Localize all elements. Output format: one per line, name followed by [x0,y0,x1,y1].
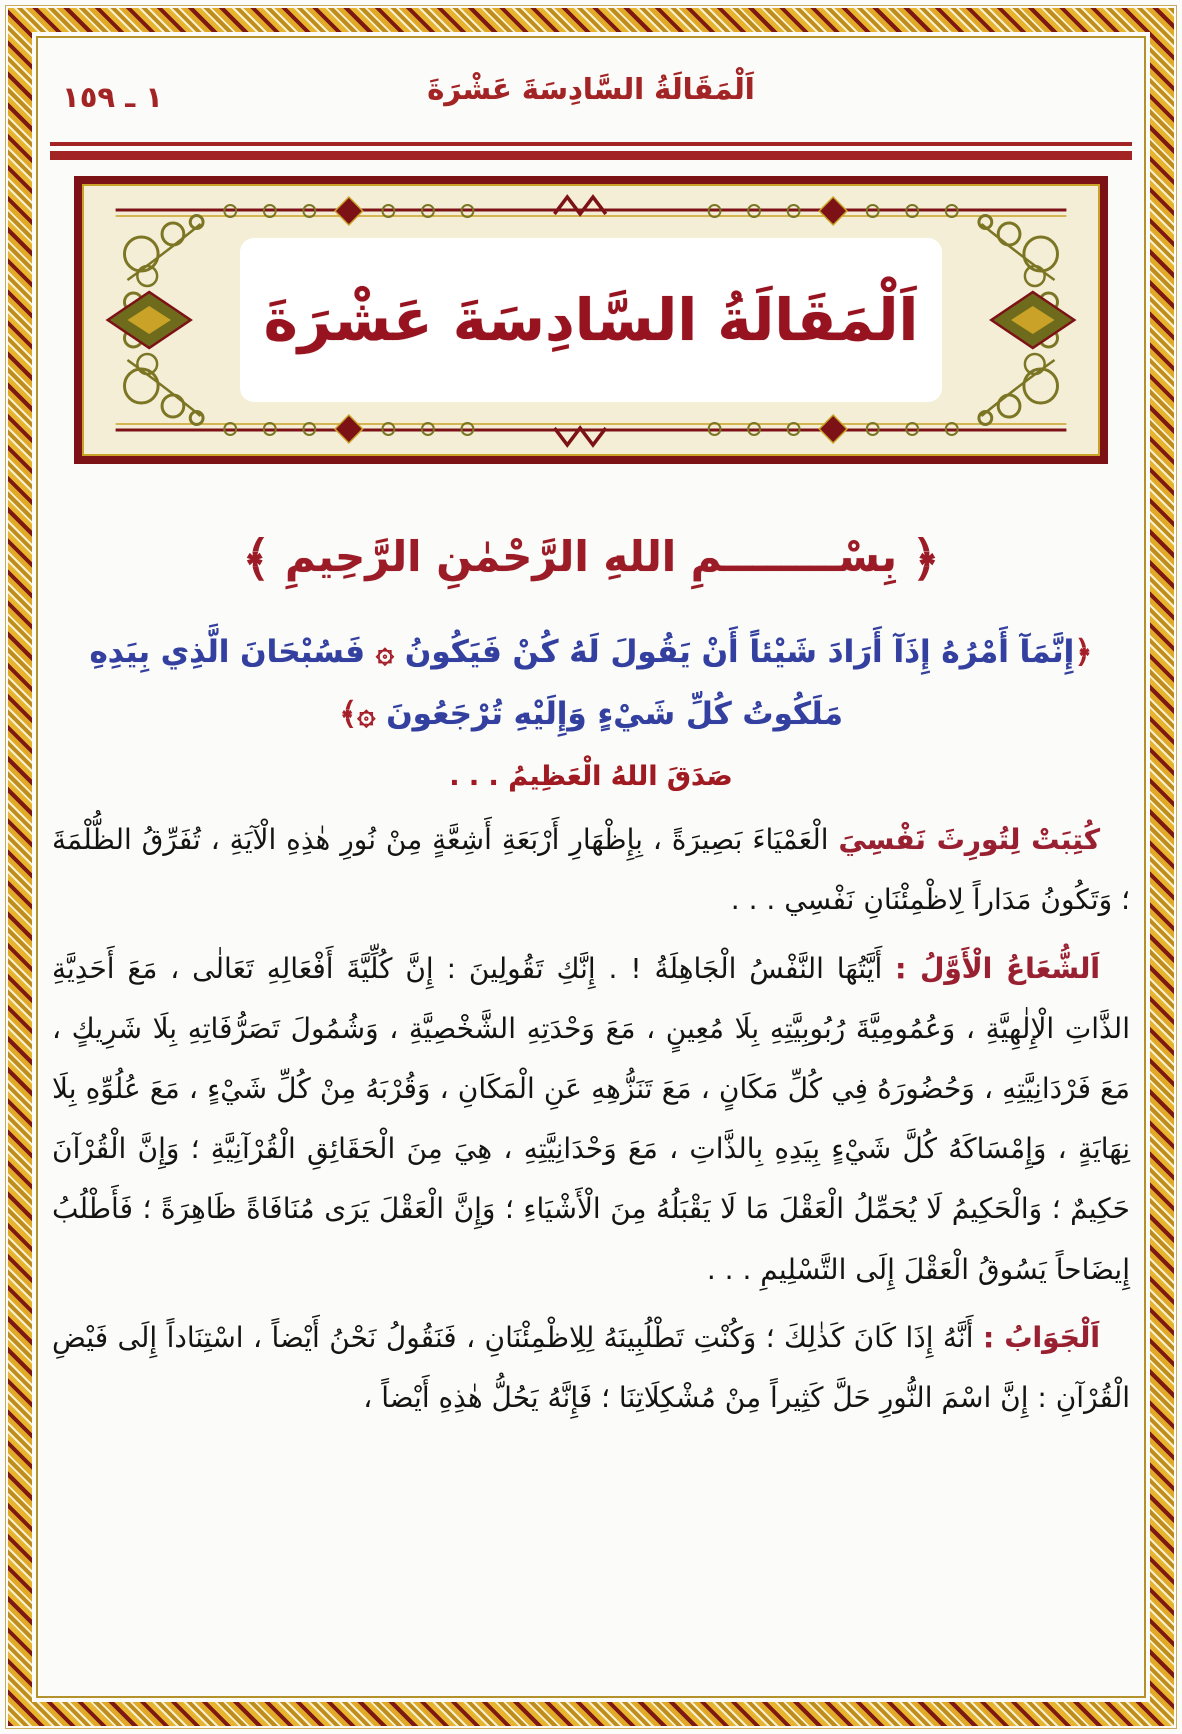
tasdiq-line: صَدَقَ اللهُ الْعَظِيمُ . . . [449,761,733,793]
chapter-title: اَلْمَقَالَةُ السَّادِسَةَ عَشْرَةَ [263,286,919,354]
header-rule-thick [50,151,1132,160]
header-rule-thin [50,142,1132,146]
page-header [48,58,1134,132]
rub-el-hizb-end-icon: ۞ [357,696,376,733]
verse-line-1 [54,621,1128,683]
running-header-title: اَلْمَقَالَةُ السَّادِسَةَ عَشْرَةَ [427,72,755,106]
bismillah-text: بِسْــــــــمِ اللهِ الرَّحْمٰنِ الرَّحِيمِ [284,532,898,582]
paragraph-lead: اَلْجَوَابُ : [982,1320,1100,1354]
bismillah-open-bracket-icon: ﴿ [911,531,940,587]
body-text [52,810,1130,1428]
verse-line2-text: مَلَكُوتُ كُلِّ شَيْءٍ وَإِلَيْهِ تُرْجَعُونَ [386,696,843,733]
paragraph-lead: اَلشُّعَاعُ الْأَوَّلُ : [895,951,1100,985]
verse-line1-part2: فَسُبْحَانَ الَّذِي بِيَدِهِ [89,634,366,671]
paragraph-answer [52,1308,1130,1428]
paragraph-body: الْعَمْيَاءَ بَصِيرَةً ، بِإِظْهَارِ أَرْبَعَةِ أَشِعَّةٍ مِنْ نُورِ هٰذِهِ الْآيَةِ ، تُفَرِّقُ الظُّلْمَةَ ؛ وَتَكُونُ مَدَاراً لِاظْمِئْنَانِ نَفْسِي . . . [52,823,1130,917]
verse-line-2 [54,683,1128,745]
paragraph-first-ray [52,939,1130,1300]
bismillah-calligraphy [48,526,1134,593]
rub-el-hizb-icon: ۞ [375,634,395,671]
verse-close-bracket-icon: ﴾ [339,696,358,733]
bismillah-close-bracket-icon: ﴾ [242,531,271,587]
quran-verse [54,621,1128,745]
paragraph-intro [52,810,1130,930]
paragraph-body: أَنَّهُ إِذَا كَانَ كَذٰلِكَ ؛ وَكُنْتِ تَطْلُبِينَهُ لِلِاظْمِئْنَانِ ، فَنَقُولُ نَحْنُ أَيْضاً ، اسْتِنَاداً إِلَى فَيْضِ الْقُرْآنِ : إِنَّ اسْمَ النُّورِ حَلَّ كَثِيراً مِنْ مُشْكِلَاتِنَا ؛ فَإِنَّهُ يَحُلُّ هٰذِهِ أَيْضاً ، [52,1320,1130,1414]
ornate-title-box [74,176,1108,464]
paragraph-body: أَيَّتُهَا النَّفْسُ الْجَاهِلَةُ ! . إِنَّكِ تَقُولِينَ : إِنَّ كُلِّيَّةَ أَفْعَالِهِ تَعَالٰى ، مَعَ أَحَدِيَّةِ الذَّاتِ الْإِلٰهِيَّةِ ، وَعُمُومِيَّةَ رُبُوبِيَّتِهِ بِلَا مُعِينٍ ، مَعَ وَحْدَتِهِ الشَّخْصِيَّةِ ، وَشُمُولَ تَصَرُّفَاتِهِ بِلَا شَرِيكٍ ، مَعَ فَرْدَانِيَّتِهِ ، وَحُضُورَهُ فِي كُلِّ مَكَانٍ ، مَعَ تَنَزُّهِهِ عَنِ الْمَكَانِ ، وَقُرْبَهُ مِنْ كُلِّ شَيْءٍ ، مَعَ عُلُوِّهِ بِلَا نِهَايَةٍ ، وَإِمْسَاكَهُ كُلَّ شَيْءٍ بِيَدِهِ بِالذَّاتِ ، مَعَ وَحْدَانِيَّتِهِ ، هِيَ مِنَ الْحَقَائِقِ الْقُرْآنِيَّةِ ؛ وَإِنَّ الْقُرْآنَ حَكِيمٌ ؛ وَالْحَكِيمُ لَا يُحَمِّلُ الْعَقْلَ مَا لَا يَقْبَلُهُ مِنَ الْأَشْيَاءِ ؛ وَإِنَّ الْعَقْلَ يَرَى مُنَافَاةً ظَاهِرَةً ؛ فَأَطْلُبُ إِيضَاحاً يَسُوقُ الْعَقْلَ إِلَى التَّسْلِيمِ . . . [52,951,1130,1286]
page-content [48,44,1134,1690]
paragraph-lead: كُتِبَتْ لِتُورِثَ نَفْسِيَ [838,823,1100,857]
title-panel [240,238,942,402]
verse-open-bracket-icon: ﴿ [1074,634,1093,671]
page-number: ١ ـ ١٥٩ [62,80,163,114]
verse-line1-part1: إِنَّمَآ أَمْرُهُ إِذَآ أَرَادَ شَيْئاً أَنْ يَقُولَ لَهُ كُنْ فَيَكُونُ [404,634,1075,671]
